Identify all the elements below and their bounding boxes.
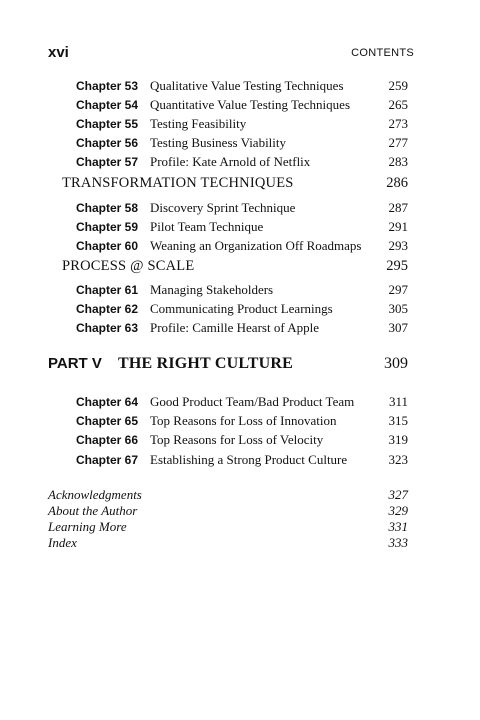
section-page: 286 [386, 175, 408, 191]
toc-chapter-row [0, 199, 480, 219]
toc-backmatter-row [0, 535, 480, 552]
chapter-page: 315 [388, 413, 408, 428]
chapter-number: Chapter 63 [76, 321, 139, 335]
part-label: PART V [48, 355, 102, 372]
part-title: THE RIGHT CULTURE [118, 355, 294, 372]
chapter-page: 265 [388, 97, 408, 112]
toc-section-row [0, 258, 480, 278]
chapter-title: Profile: Kate Arnold of Netflix [150, 154, 311, 169]
toc-chapter-row [0, 451, 480, 471]
chapter-page: 259 [388, 78, 408, 93]
chapter-page: 305 [388, 301, 408, 316]
section-title: TRANSFORMATION TECHNIQUES [62, 175, 294, 191]
toc-chapter-row [0, 431, 480, 451]
chapter-title: Establishing a Strong Product Culture [150, 452, 348, 467]
toc-chapter-row [0, 393, 480, 413]
toc-chapter-row [0, 115, 480, 135]
toc-chapter-row [0, 134, 480, 154]
page-folio: xvi [48, 44, 69, 61]
chapter-title: Managing Stakeholders [150, 282, 274, 297]
toc-chapter-row [0, 96, 480, 116]
toc-backmatter-row [0, 487, 480, 504]
toc-section-row [0, 175, 480, 195]
chapter-title: Testing Business Viability [150, 135, 287, 150]
chapter-number: Chapter 56 [76, 136, 139, 150]
chapter-number: Chapter 61 [76, 283, 139, 297]
chapter-page: 311 [388, 394, 408, 409]
chapter-number: Chapter 58 [76, 201, 139, 215]
chapter-title: Good Product Team/Bad Product Team [150, 394, 355, 409]
backmatter-page: 333 [388, 535, 408, 550]
chapter-title: Qualitative Value Testing Techniques [150, 78, 344, 93]
toc-chapter-row [0, 77, 480, 97]
chapter-page: 293 [388, 238, 408, 253]
running-head: CONTENTS [351, 47, 414, 59]
toc-part-row [0, 355, 480, 375]
chapter-page: 273 [388, 116, 408, 131]
chapter-number: Chapter 65 [76, 414, 139, 428]
chapter-title: Communicating Product Learnings [150, 301, 333, 316]
backmatter-title: Acknowledgments [48, 487, 142, 502]
toc-chapter-row [0, 153, 480, 173]
chapter-title: Quantitative Value Testing Techniques [150, 97, 351, 112]
backmatter-title: Learning More [48, 519, 127, 534]
chapter-number: Chapter 60 [76, 239, 139, 253]
section-page: 295 [386, 258, 408, 274]
chapter-number: Chapter 54 [76, 98, 139, 112]
toc-chapter-row [0, 237, 480, 257]
chapter-number: Chapter 67 [76, 453, 139, 467]
chapter-title: Top Reasons for Loss of Innovation [150, 413, 337, 428]
chapter-page: 307 [388, 320, 408, 335]
backmatter-page: 327 [388, 487, 408, 502]
chapter-page: 319 [388, 432, 408, 447]
chapter-page: 283 [388, 154, 408, 169]
chapter-page: 291 [388, 219, 408, 234]
backmatter-title: Index [48, 535, 77, 550]
chapter-title: Weaning an Organization Off Roadmaps [150, 238, 362, 253]
chapter-title: Profile: Camille Hearst of Apple [150, 320, 319, 335]
page-header [48, 44, 414, 64]
chapter-number: Chapter 55 [76, 117, 139, 131]
toc-chapter-row [0, 300, 480, 320]
part-page: 309 [384, 355, 408, 372]
toc-chapter-row [0, 281, 480, 301]
chapter-number: Chapter 57 [76, 155, 139, 169]
section-title: PROCESS @ SCALE [62, 258, 195, 274]
backmatter-page: 331 [388, 519, 408, 534]
chapter-title: Pilot Team Technique [150, 219, 264, 234]
chapter-number: Chapter 66 [76, 433, 139, 447]
toc-chapter-row [0, 319, 480, 339]
chapter-title: Discovery Sprint Technique [150, 200, 296, 215]
toc-backmatter-row [0, 519, 480, 536]
chapter-title: Testing Feasibility [150, 116, 247, 131]
chapter-page: 323 [388, 452, 408, 467]
toc-chapter-row [0, 218, 480, 238]
chapter-number: Chapter 62 [76, 302, 139, 316]
chapter-title: Top Reasons for Loss of Velocity [150, 432, 324, 447]
chapter-page: 277 [388, 135, 408, 150]
chapter-page: 297 [388, 282, 408, 297]
chapter-number: Chapter 64 [76, 395, 139, 409]
chapter-number: Chapter 59 [76, 220, 139, 234]
chapter-number: Chapter 53 [76, 79, 139, 93]
chapter-page: 287 [388, 200, 408, 215]
toc-backmatter-row [0, 503, 480, 520]
toc-chapter-row [0, 412, 480, 432]
backmatter-title: About the Author [48, 503, 138, 518]
backmatter-page: 329 [388, 503, 408, 518]
